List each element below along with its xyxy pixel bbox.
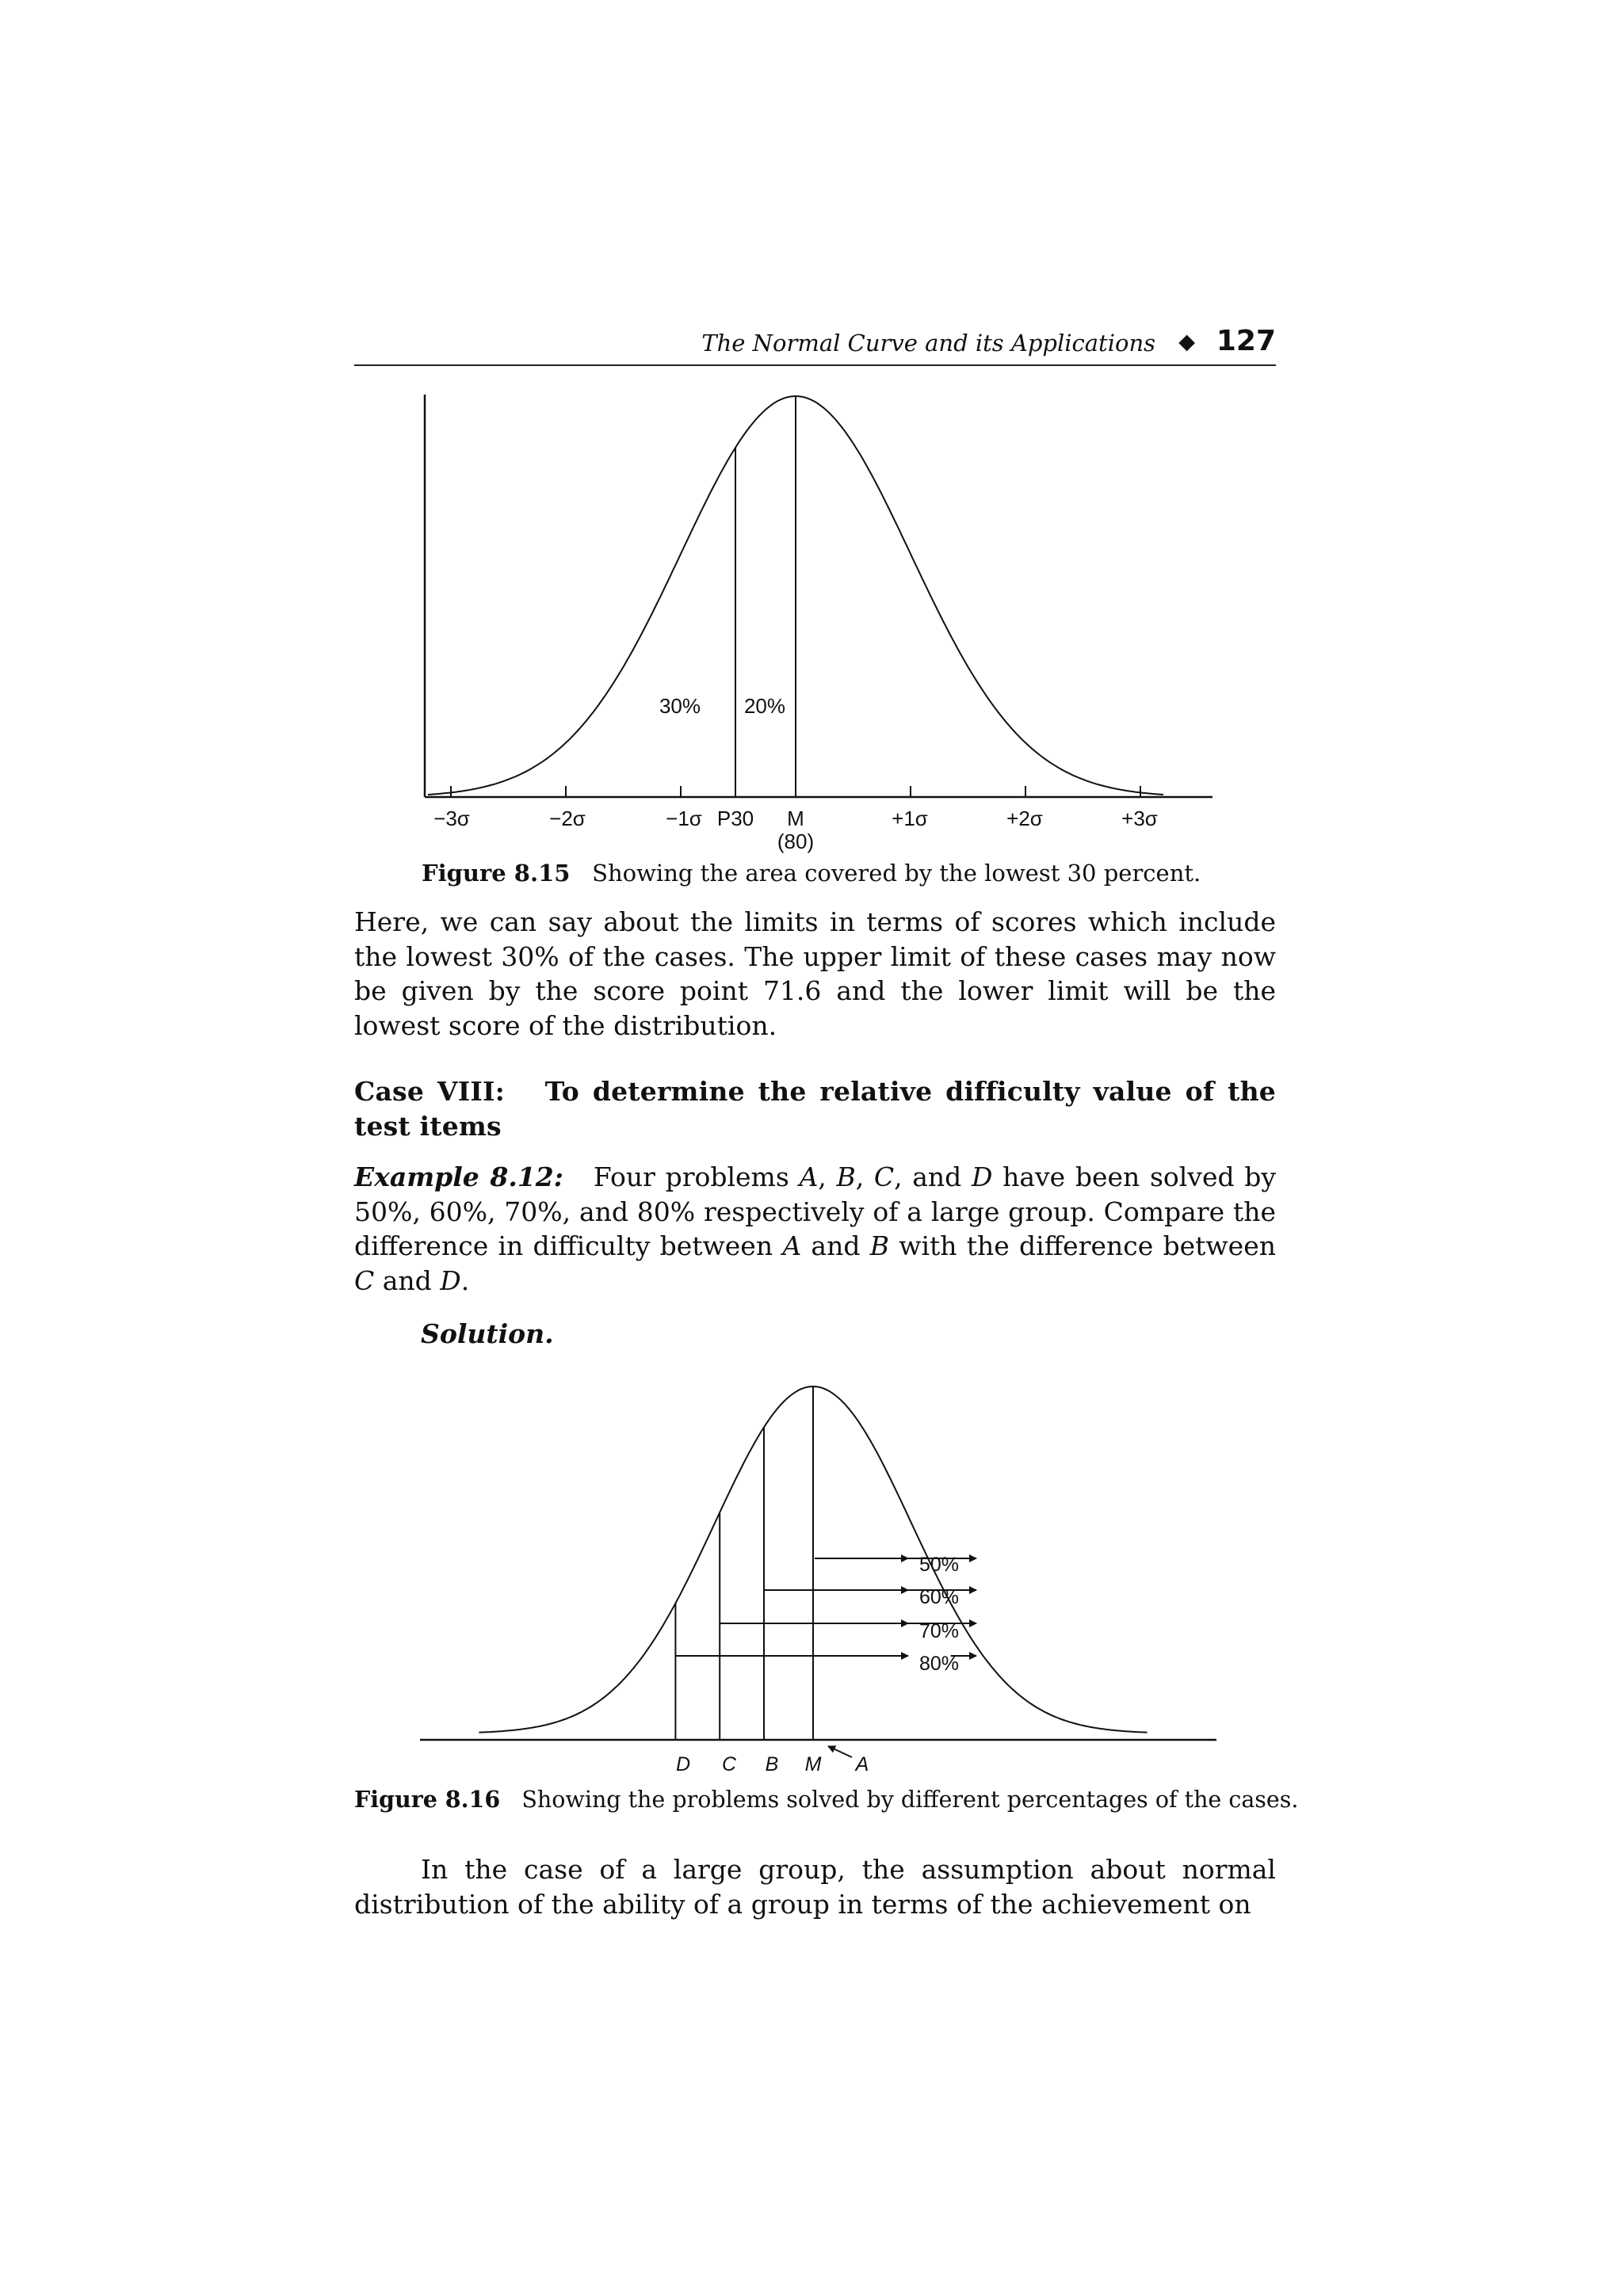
point-label-m: M — [804, 1753, 822, 1775]
example-text: have been solved by 50%, 60%, 70%, and 80% respectively of a large group. Compare the difference in difficulty between — [354, 1161, 1277, 1261]
case-label: Case VIII: — [354, 1076, 506, 1107]
tick-label-p30: P30 — [716, 807, 754, 830]
mean-value: (80) — [777, 830, 815, 853]
problem-b: B — [869, 1230, 889, 1261]
percent-label-70: 70% — [919, 1620, 960, 1642]
example-paragraph — [354, 1160, 1276, 1298]
figure-8-16-caption — [354, 1786, 1298, 1813]
percent-label-80: 80% — [919, 1653, 960, 1675]
solution-label: Solution. — [421, 1318, 554, 1349]
example-text: and — [801, 1230, 870, 1261]
running-header — [354, 325, 1276, 366]
paragraph-large-group: In the case of a large group, the assumption about normal distribution of the ability of a group in terms of the achievement on — [354, 1854, 1276, 1920]
paragraph-limits: Here, we can say about the limits in terms of scores which include the lowest 30% of the cases. The upper limit of these cases may now be given by the score point 71.6 and the lower limit will be the lowest score of the distribution. — [354, 906, 1276, 1041]
caption-text: Showing the problems solved by different percentages of the cases. — [521, 1787, 1299, 1813]
tick-label-plus1: +1σ — [892, 807, 928, 830]
figure-8-15-normal-curve — [396, 380, 1236, 871]
problem-a: A — [799, 1161, 819, 1192]
percent-label-50: 50% — [919, 1554, 960, 1576]
tick-label-minus2: −2σ — [549, 807, 586, 830]
tick-label-minus1: −1σ — [666, 807, 702, 830]
page-number: 127 — [1216, 325, 1276, 357]
caption-label: Figure 8.15 — [422, 860, 571, 887]
tick-label-plus2: +2σ — [1006, 807, 1043, 830]
running-title: The Normal Curve and its Applications — [701, 330, 1155, 357]
example-label: Example 8.12: — [354, 1161, 563, 1192]
caption-label: Figure 8.16 — [354, 1786, 501, 1813]
percent-label-60: 60% — [919, 1586, 960, 1608]
example-text: and — [374, 1264, 441, 1296]
example-text: with the difference between — [888, 1230, 1276, 1261]
case-heading — [354, 1074, 1276, 1143]
example-text: , — [855, 1161, 874, 1192]
problem-d: D — [440, 1264, 461, 1296]
problem-c: C — [354, 1264, 375, 1296]
case-title: To determine the relative difficulty value of the test items — [354, 1076, 1276, 1142]
area-label-30: 30% — [659, 694, 701, 718]
figure-8-15-caption — [422, 860, 1201, 887]
example-text: . — [460, 1264, 470, 1296]
example-text: , — [818, 1161, 837, 1192]
point-label-d: D — [675, 1753, 691, 1775]
problem-a: A — [782, 1230, 802, 1261]
example-text: Four problems — [593, 1161, 800, 1192]
tick-label-mean: M — [787, 807, 804, 830]
point-label-c: C — [721, 1753, 737, 1775]
point-label-a: A — [855, 1753, 869, 1775]
arrow-a-to-m — [828, 1746, 852, 1757]
tick-label-plus3: +3σ — [1121, 807, 1158, 830]
area-label-20: 20% — [743, 694, 786, 718]
caption-text: Showing the area covered by the lowest 30 percent. — [592, 860, 1201, 887]
point-label-b: B — [765, 1753, 779, 1775]
problem-c: C — [873, 1161, 895, 1192]
problem-d: D — [971, 1161, 993, 1192]
problem-b: B — [836, 1161, 856, 1192]
figure-8-16-normal-curve — [412, 1371, 1220, 1783]
diamond-icon: ◆ — [1178, 330, 1195, 354]
tick-label-minus3: −3σ — [433, 807, 470, 830]
example-text: , and — [894, 1161, 972, 1192]
